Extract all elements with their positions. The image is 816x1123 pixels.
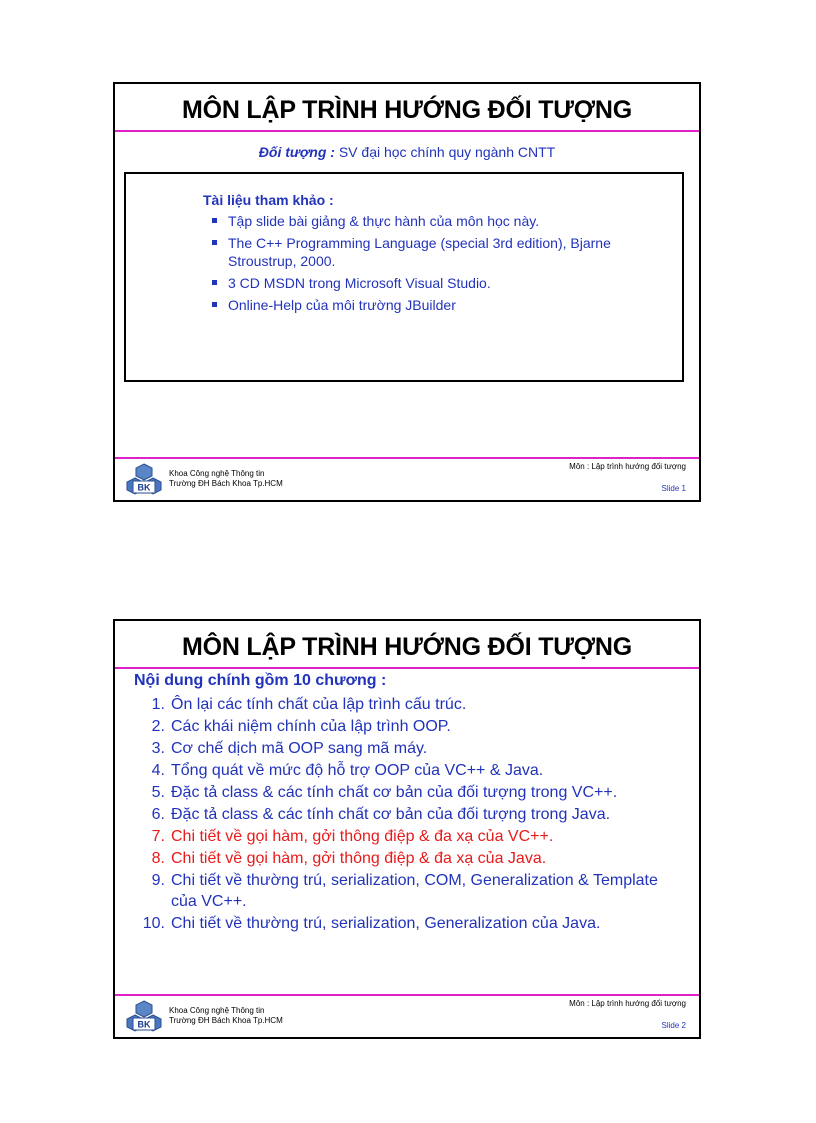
chapter-number: 4. (151, 762, 165, 779)
bk-logo-icon (126, 463, 162, 499)
slide-number: Slide 1 (661, 484, 686, 493)
chapter-text: Chi tiết về thường trú, serialization, COM, Generalization & Template của VC++. (171, 872, 658, 910)
chapter-number: 3. (151, 740, 165, 757)
slide-number: Slide 2 (661, 1021, 686, 1030)
org-faculty: Khoa Công nghệ Thông tin (169, 469, 265, 478)
chapter-item-highlighted (143, 826, 688, 847)
chapter-item (143, 716, 688, 737)
chapter-number: 10. (142, 915, 165, 932)
subject-text: SV đại học chính quy ngành CNTT (338, 144, 556, 160)
chapter-text: Chi tiết về thường trú, serialization, Generalization của Java. (171, 915, 601, 932)
title-divider (115, 667, 699, 669)
organization (169, 469, 283, 489)
slide-title: MÔN LẬP TRÌNH HƯỚNG ĐỐI TƯỢNG (181, 96, 633, 124)
chapter-item-highlighted (143, 848, 688, 869)
chapter-list (143, 694, 688, 935)
chapter-text: Đặc tả class & các tính chất cơ bản của đối tượng trong Java. (171, 806, 611, 823)
chapter-number: 2. (151, 718, 165, 735)
slide-title: MÔN LẬP TRÌNH HƯỚNG ĐỐI TƯỢNG (181, 633, 633, 661)
title-divider (115, 130, 699, 132)
references-heading: Tài liệu tham khảo : (203, 192, 334, 208)
chapter-number: 6. (151, 806, 165, 823)
logo-text: BK (137, 482, 151, 493)
course-name: Môn : Lập trình hướng đối tượng (569, 999, 686, 1008)
reference-item: 3 CD MSDN trong Microsoft Visual Studio. (212, 274, 632, 292)
footer-divider (115, 994, 699, 996)
organization (169, 1006, 283, 1026)
chapter-item (143, 804, 688, 825)
chapter-text: Tổng quát về mức độ hỗ trợ OOP của VC++ & Java. (171, 762, 544, 779)
chapter-text: Cơ chế dịch mã OOP sang mã máy. (171, 740, 428, 757)
chapter-text: Chi tiết về gọi hàm, gởi thông điệp & đa xạ của Java. (171, 850, 547, 867)
slide-1 (113, 82, 701, 502)
chapter-item (143, 738, 688, 759)
reference-item: The C++ Programming Language (special 3rd edition), Bjarne Stroustrup, 2000. (212, 234, 632, 270)
chapter-number: 8. (151, 850, 165, 867)
chapter-item (143, 694, 688, 715)
chapter-item (143, 782, 688, 803)
chapter-number: 5. (151, 784, 165, 801)
chapter-text: Chi tiết về gọi hàm, gởi thông điệp & đa xạ của VC++. (171, 828, 554, 845)
chapter-text: Các khái niệm chính của lập trình OOP. (171, 718, 451, 735)
references-box (124, 172, 684, 382)
reference-item: Tập slide bài giảng & thực hành của môn học này. (212, 212, 632, 230)
chapter-item (143, 760, 688, 781)
bk-logo-icon (126, 1000, 162, 1036)
chapter-number: 9. (151, 872, 165, 889)
subject-line (115, 144, 699, 160)
chapter-number: 7. (151, 828, 165, 845)
org-university: Trường ĐH Bách Khoa Tp.HCM (169, 1016, 283, 1025)
slide-2 (113, 619, 701, 1039)
org-university: Trường ĐH Bách Khoa Tp.HCM (169, 479, 283, 488)
chapter-item (143, 913, 688, 934)
org-faculty: Khoa Công nghệ Thông tin (169, 1006, 265, 1015)
references-list (212, 212, 632, 318)
footer-divider (115, 457, 699, 459)
chapter-text: Đặc tả class & các tính chất cơ bản của đối tượng trong VC++. (171, 784, 618, 801)
chapter-number: 1. (151, 696, 165, 713)
content-heading: Nội dung chính gồm 10 chương : (134, 672, 387, 689)
chapter-item (143, 870, 688, 912)
logo-text: BK (137, 1019, 151, 1030)
course-name: Môn : Lập trình hướng đối tượng (569, 462, 686, 471)
subject-label: Đối tượng : (258, 144, 335, 160)
chapter-text: Ôn lại các tính chất của lập trình cấu trúc. (171, 696, 467, 713)
reference-item: Online-Help của môi trường JBuilder (212, 296, 632, 314)
